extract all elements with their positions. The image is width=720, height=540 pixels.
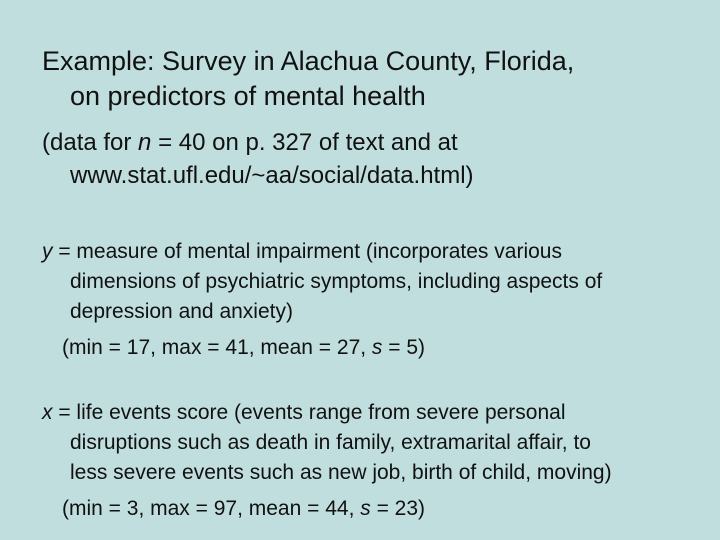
y-stats-s-symbol: s — [371, 336, 383, 359]
y-stats-suffix: = 5) — [382, 336, 426, 359]
x-stats-prefix: (min = 3, max = 97, mean = 44, — [62, 497, 361, 520]
y-stats-prefix: (min = 17, max = 41, mean = 27, — [62, 336, 372, 359]
y-def-line3: depression and anxiety) — [70, 300, 293, 323]
source-url-line: www.stat.ufl.edu/~aa/social/data.html) — [70, 162, 474, 189]
source-n-variable: n — [138, 129, 152, 156]
x-variable-definition — [42, 398, 702, 524]
y-variable-definition — [42, 237, 702, 363]
title-line2-text: on predictors of mental health — [70, 81, 426, 111]
title-example-label: Example — [42, 46, 148, 76]
source-line1-rest: = 40 on p. 327 of text and at — [151, 129, 458, 156]
y-def-line1: = measure of mental impairment (incorporates various — [52, 240, 562, 263]
x-def-line1: = life events score (events range from severe personal — [52, 401, 566, 424]
y-def-line2: dimensions of psychiatric symptoms, including aspects of — [70, 270, 603, 293]
x-stats-suffix: = 23) — [370, 497, 426, 520]
x-variable-symbol: x — [42, 401, 53, 424]
slide-title — [42, 44, 702, 114]
data-source-note — [42, 126, 702, 192]
source-prefix: (data for — [42, 129, 139, 156]
y-variable-symbol: y — [42, 240, 53, 263]
x-def-line3: less severe events such as new job, birth of child, moving) — [70, 461, 612, 484]
x-summary-stats — [42, 494, 702, 524]
x-def-line2: disruptions such as death in family, extramarital affair, to — [70, 431, 591, 454]
x-stats-s-symbol: s — [360, 497, 371, 520]
y-summary-stats — [42, 333, 702, 363]
title-line1-text: : Survey in Alachua County, Florida, — [147, 46, 575, 76]
